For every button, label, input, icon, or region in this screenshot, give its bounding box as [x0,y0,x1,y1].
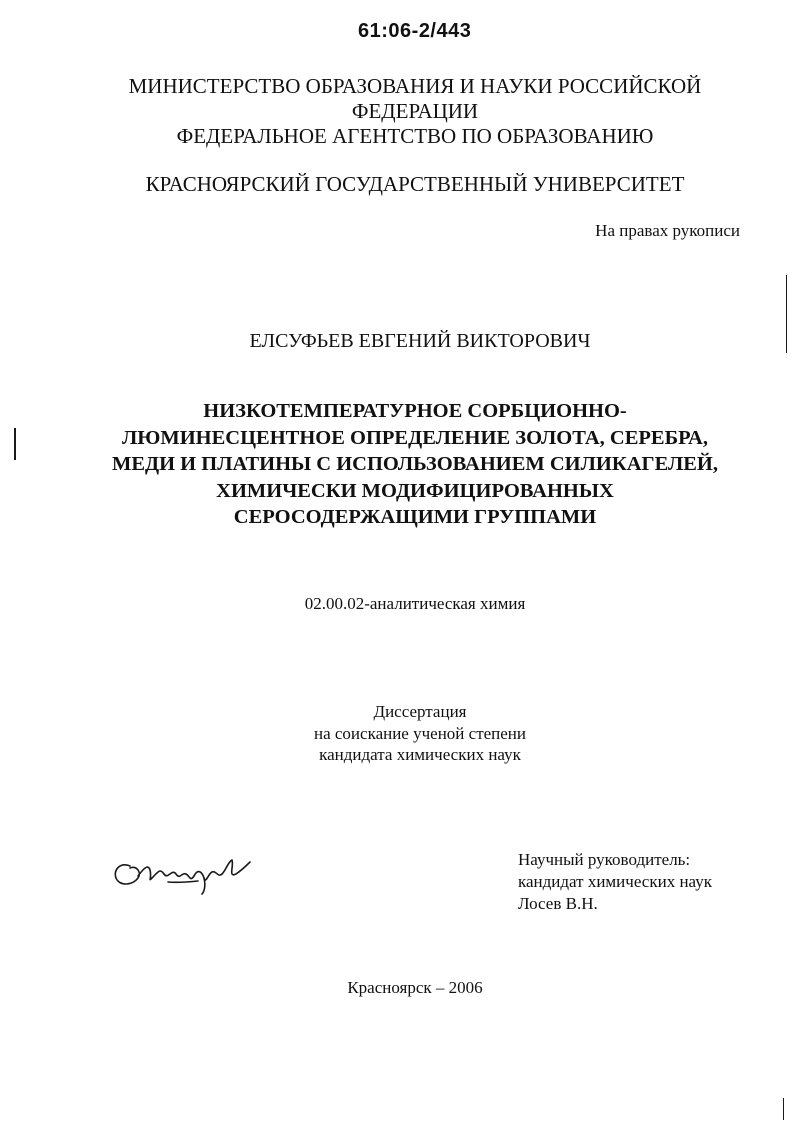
ministry-line-2: ФЕДЕРАЦИИ [351,99,479,123]
title-line: МЕДИ И ПЛАТИНЫ С ИСПОЛЬЗОВАНИЕМ СИЛИКАГЕЛЕЙ, [111,453,718,475]
city-year: Красноярск – 2006 [347,978,483,997]
title-line: ЛЮМИНЕСЦЕНТНОЕ ОПРЕДЕЛЕНИЕ ЗОЛОТА, СЕРЕБРА, [122,426,708,449]
university-name: КРАСНОЯРСКИЙ ГОСУДАРСТВЕННЫЙ УНИВЕРСИТЕТ [145,172,685,196]
supervisor-block [518,849,712,915]
thesis-title [40,398,790,531]
ministry-header [100,74,730,149]
agency-line: ФЕДЕРАЛЬНОЕ АГЕНТСТВО ПО ОБРАЗОВАНИЮ [176,124,654,148]
title-line: СЕРОСОДЕРЖАЩИМИ ГРУППАМИ [233,506,597,528]
scan-edge-mark [14,428,16,460]
title-line: ХИМИЧЕСКИ МОДИФИЦИРОВАННЫХ [216,479,614,502]
title-line: НИЗКОТЕМПЕРАТУРНОЕ СОРБЦИОННО- [203,400,627,422]
author-name: ЕЛСУФЬЕВ ЕВГЕНИЙ ВИКТОРОВИЧ [249,330,591,352]
supervisor-degree: кандидат химических наук [518,872,712,891]
supervisor-name: Лосев В.Н. [518,894,598,913]
degree-line-1: Диссертация [373,702,467,721]
scan-edge-mark [786,275,787,353]
degree-line-2: на соискание ученой степени [313,723,527,743]
specialty-code: 02.00.02-аналитическая химия [304,594,526,613]
supervisor-label: Научный руководитель: [518,850,691,869]
author-signature [108,848,258,898]
catalog-number: 61:06-2/443 [358,20,472,42]
scan-edge-mark [783,1098,784,1120]
rights-note: На правах рукописи [595,221,740,240]
ministry-line-1: МИНИСТЕРСТВО ОБРАЗОВАНИЯ И НАУКИ РОССИЙСКОЙ [128,74,702,98]
degree-statement [240,701,600,766]
degree-line-3: кандидата химических наук [319,745,521,764]
